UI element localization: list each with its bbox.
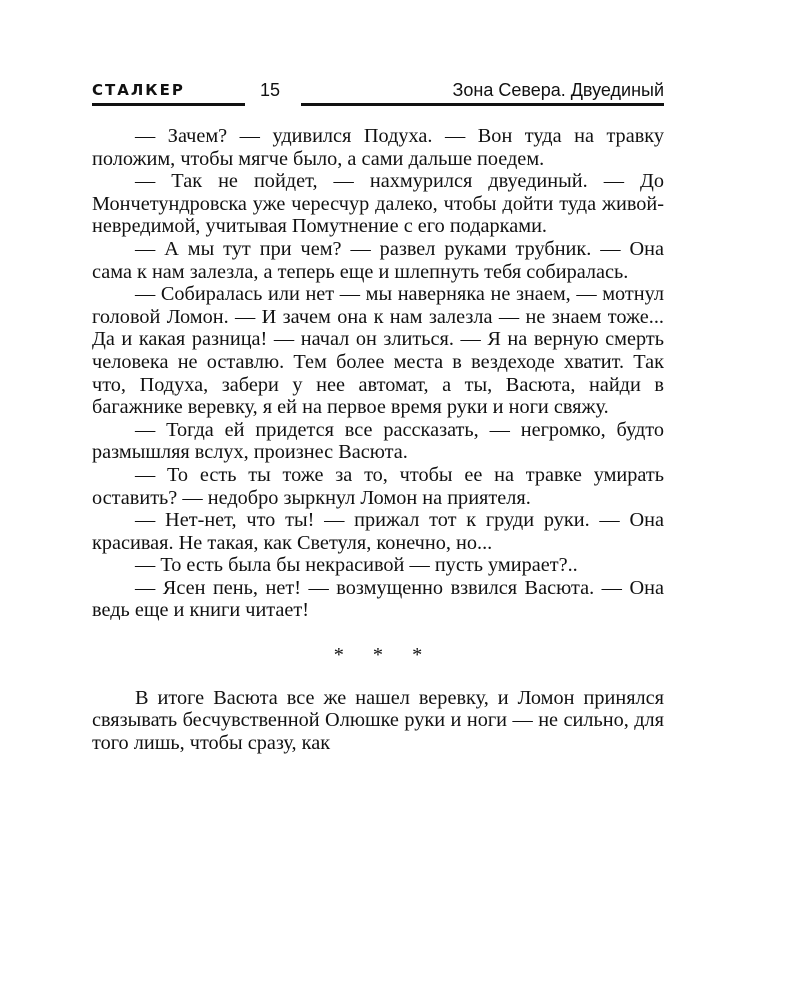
paragraph: — То есть ты тоже за то, чтобы ее на травке умирать оставить? — недобро зыркнул Ломон на приятеля.	[92, 463, 664, 509]
paragraph: — Так не пойдет, — нахмурился двуединый. — До Мончетундровска уже чересчур далеко, чтобы дойти туда живой-невредимой, учитывая Помутнение с его подарками.	[92, 170, 664, 238]
running-header	[92, 80, 664, 110]
series-title: СТАЛКЕР	[92, 81, 185, 99]
section-break: * * *	[333, 644, 435, 667]
paragraph: — Тогда ей придется все рассказать, — негромко, будто размышляя вслух, произнес Васюта.	[92, 418, 664, 464]
header-rule-right	[301, 103, 664, 106]
paragraph: — Ясен пень, нет! — возмущенно взвился Васюта. — Она ведь еще и книги читает!	[92, 576, 664, 622]
header-rule-left	[92, 103, 245, 106]
paragraph: — То есть была бы некрасивой — пусть умирает?..	[135, 554, 578, 577]
paragraph: — Зачем? — удивился Подуха. — Вон туда на травку положим, чтобы мягче было, а сами дальше поедем.	[92, 125, 664, 170]
book-title: Зона Севера. Двуединый	[452, 80, 664, 100]
body-text	[92, 125, 664, 754]
paragraph: — Собиралась или нет — мы наверняка не знаем, — мотнул головой Ломон. — И зачем она к нам залезла — не знаем тоже... Да и какая разница! — начал он злиться. — Я на верную смерть человека не оставлю. Тем более места в вездеходе хватит. Так что, Подуха, забери у нее автомат, а ты, Васюта, найди в багажнике веревку, я ей на первое время руки и ноги свяжу.	[92, 283, 664, 419]
page-number: 15	[260, 80, 281, 100]
paragraph: — Нет-нет, что ты! — прижал тот к груди руки. — Она красивая. Не такая, как Светуля, конечно, но...	[92, 509, 664, 554]
paragraph: — А мы тут при чем? — развел руками трубник. — Она сама к нам залезла, а теперь еще и шлепнуть тебя собиралась.	[92, 237, 664, 283]
paragraph: В итоге Васюта все же нашел веревку, и Ломон принялся связывать бесчувственной Олюшке руки и ноги — не сильно, для того лишь, чтобы сразу, как	[92, 686, 664, 754]
